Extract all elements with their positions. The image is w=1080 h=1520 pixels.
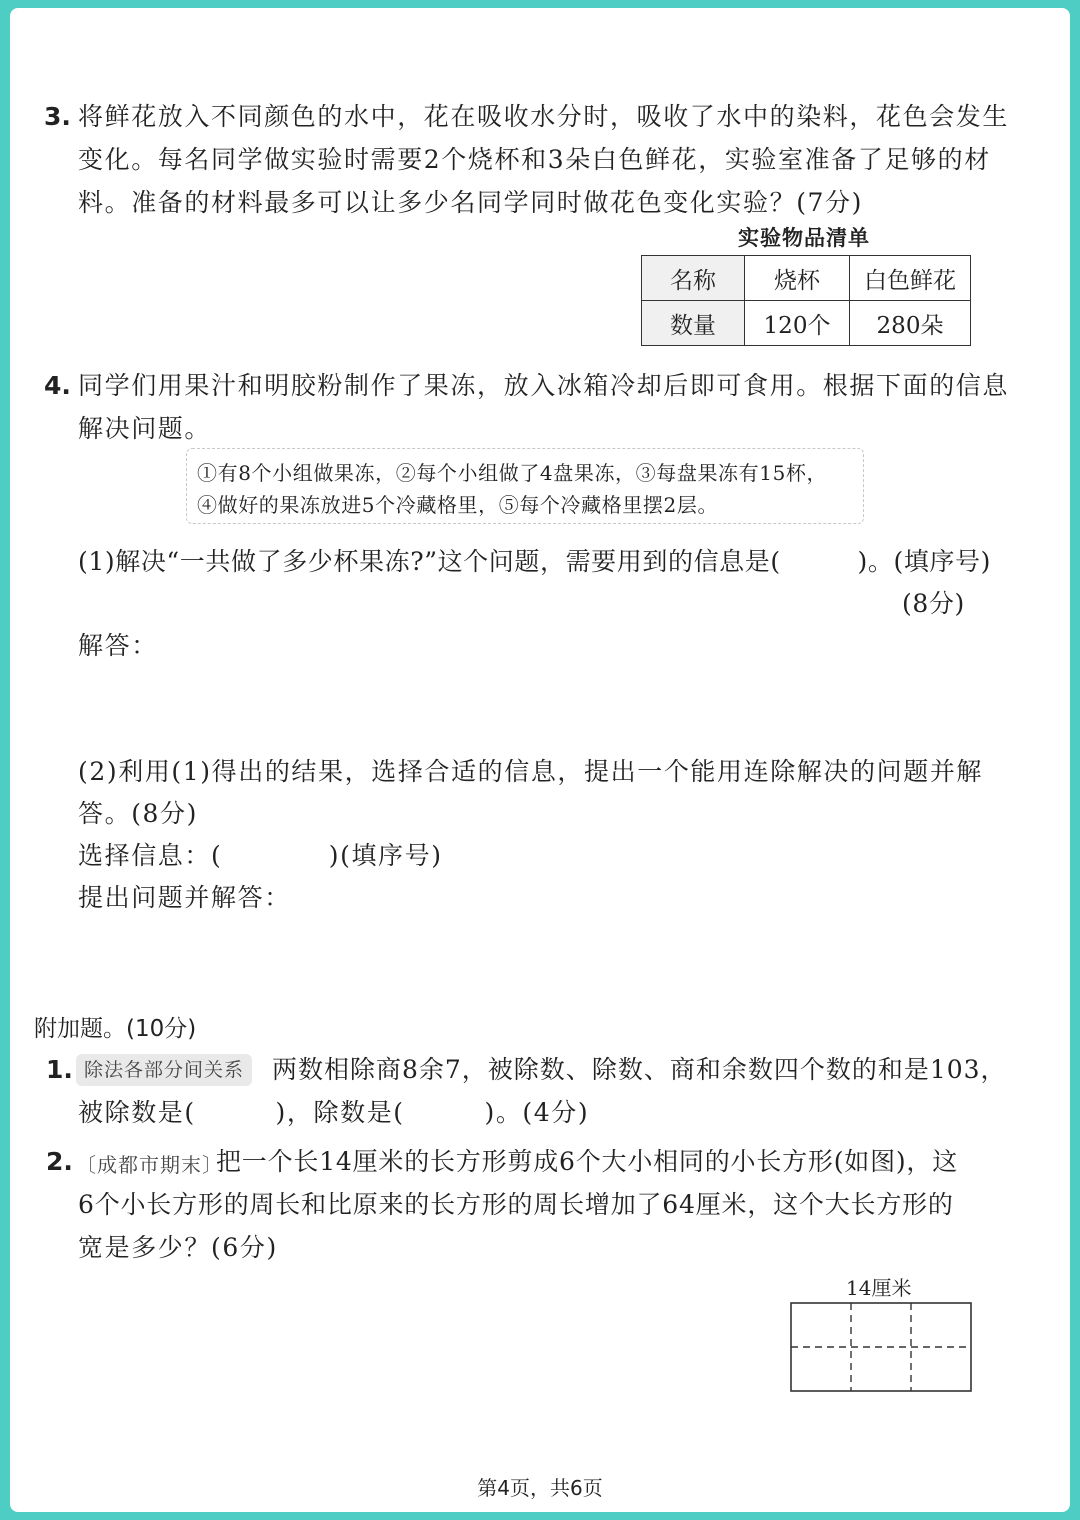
table-cell: 白色鲜花 bbox=[850, 256, 971, 301]
q3-text-line2: 变化。每名同学做实验时需要2个烧杯和3朵白色鲜花，实验室准备了足够的材 bbox=[78, 145, 991, 174]
worksheet-page bbox=[10, 8, 1070, 1512]
table-cell: 数量 bbox=[642, 301, 745, 346]
table-cell: 烧杯 bbox=[745, 256, 850, 301]
extra-heading: 附加题。(10分) bbox=[34, 1016, 197, 1042]
info-box bbox=[186, 448, 864, 524]
q4-part2-line2: 答。(8分) bbox=[78, 799, 199, 828]
table-row bbox=[642, 256, 971, 301]
page-footer: 第4页，共6页 bbox=[477, 1476, 603, 1500]
info-line: ④做好的果冻放进5个冷藏格里，⑤每个冷藏格里摆2层。 bbox=[197, 493, 719, 517]
q4-number: 4. bbox=[44, 371, 71, 400]
q4-part2-line1: (2)利用(1)得出的结果，选择合适的信息，提出一个能用连除解决的问题并解 bbox=[78, 757, 984, 786]
topic-tag: 除法各部分间关系 bbox=[76, 1054, 252, 1086]
extra-q1-line2: 被除数是( )，除数是( )。(4分) bbox=[78, 1098, 590, 1127]
extra-q2-line1: 把一个长14厘米的长方形剪成6个大小相同的小长方形(如图)，这 bbox=[216, 1147, 959, 1176]
q3-number: 3. bbox=[44, 102, 71, 131]
table-row bbox=[642, 301, 971, 346]
table-cell: 280朵 bbox=[850, 301, 971, 346]
extra-q2-line3: 宽是多少？(6分) bbox=[78, 1233, 278, 1262]
extra-q1-line1: 两数相除商8余7，被除数、除数、商和余数四个数的和是103， bbox=[272, 1055, 1007, 1084]
q4-text-line2: 解决问题。 bbox=[78, 414, 212, 443]
q4-part1-score: (8分) bbox=[902, 589, 965, 618]
source-tag: 〔成都市期末〕 bbox=[76, 1153, 223, 1177]
extra-q1-number: 1. bbox=[46, 1055, 73, 1084]
materials-table bbox=[641, 255, 971, 346]
figure-length-label: 14厘米 bbox=[846, 1276, 912, 1300]
info-line: ①有8个小组做果冻，②每个小组做了4盘果冻，③每盘果冻有15杯， bbox=[197, 461, 828, 485]
table-cell: 120个 bbox=[745, 301, 850, 346]
q4-part2-ask-label: 提出问题并解答： bbox=[78, 883, 291, 912]
q3-text-line3: 料。准备的材料最多可以让多少名同学同时做花色变化实验？(7分) bbox=[78, 188, 864, 217]
q4-part1-answer-label: 解答： bbox=[78, 631, 158, 660]
extra-q2-number: 2. bbox=[46, 1147, 73, 1176]
table-title: 实验物品清单 bbox=[738, 226, 870, 250]
q4-text-line1: 同学们用果汁和明胶粉制作了果冻，放入冰箱冷却后即可食用。根据下面的信息 bbox=[78, 371, 1010, 400]
extra-q2-line2: 6个小长方形的周长和比原来的长方形的周长增加了64厘米，这个大长方形的 bbox=[78, 1190, 954, 1219]
q4-part1-question: (1)解决“一共做了多少杯果冻?”这个问题，需要用到的信息是( )。(填序号) bbox=[78, 547, 991, 576]
table-cell: 名称 bbox=[642, 256, 745, 301]
q3-text-line1: 将鲜花放入不同颜色的水中，花在吸收水分时，吸收了水中的染料，花色会发生 bbox=[78, 102, 1010, 131]
q4-part2-select-info: 选择信息：( )(填序号) bbox=[78, 841, 443, 870]
rectangle-figure bbox=[788, 1300, 974, 1394]
